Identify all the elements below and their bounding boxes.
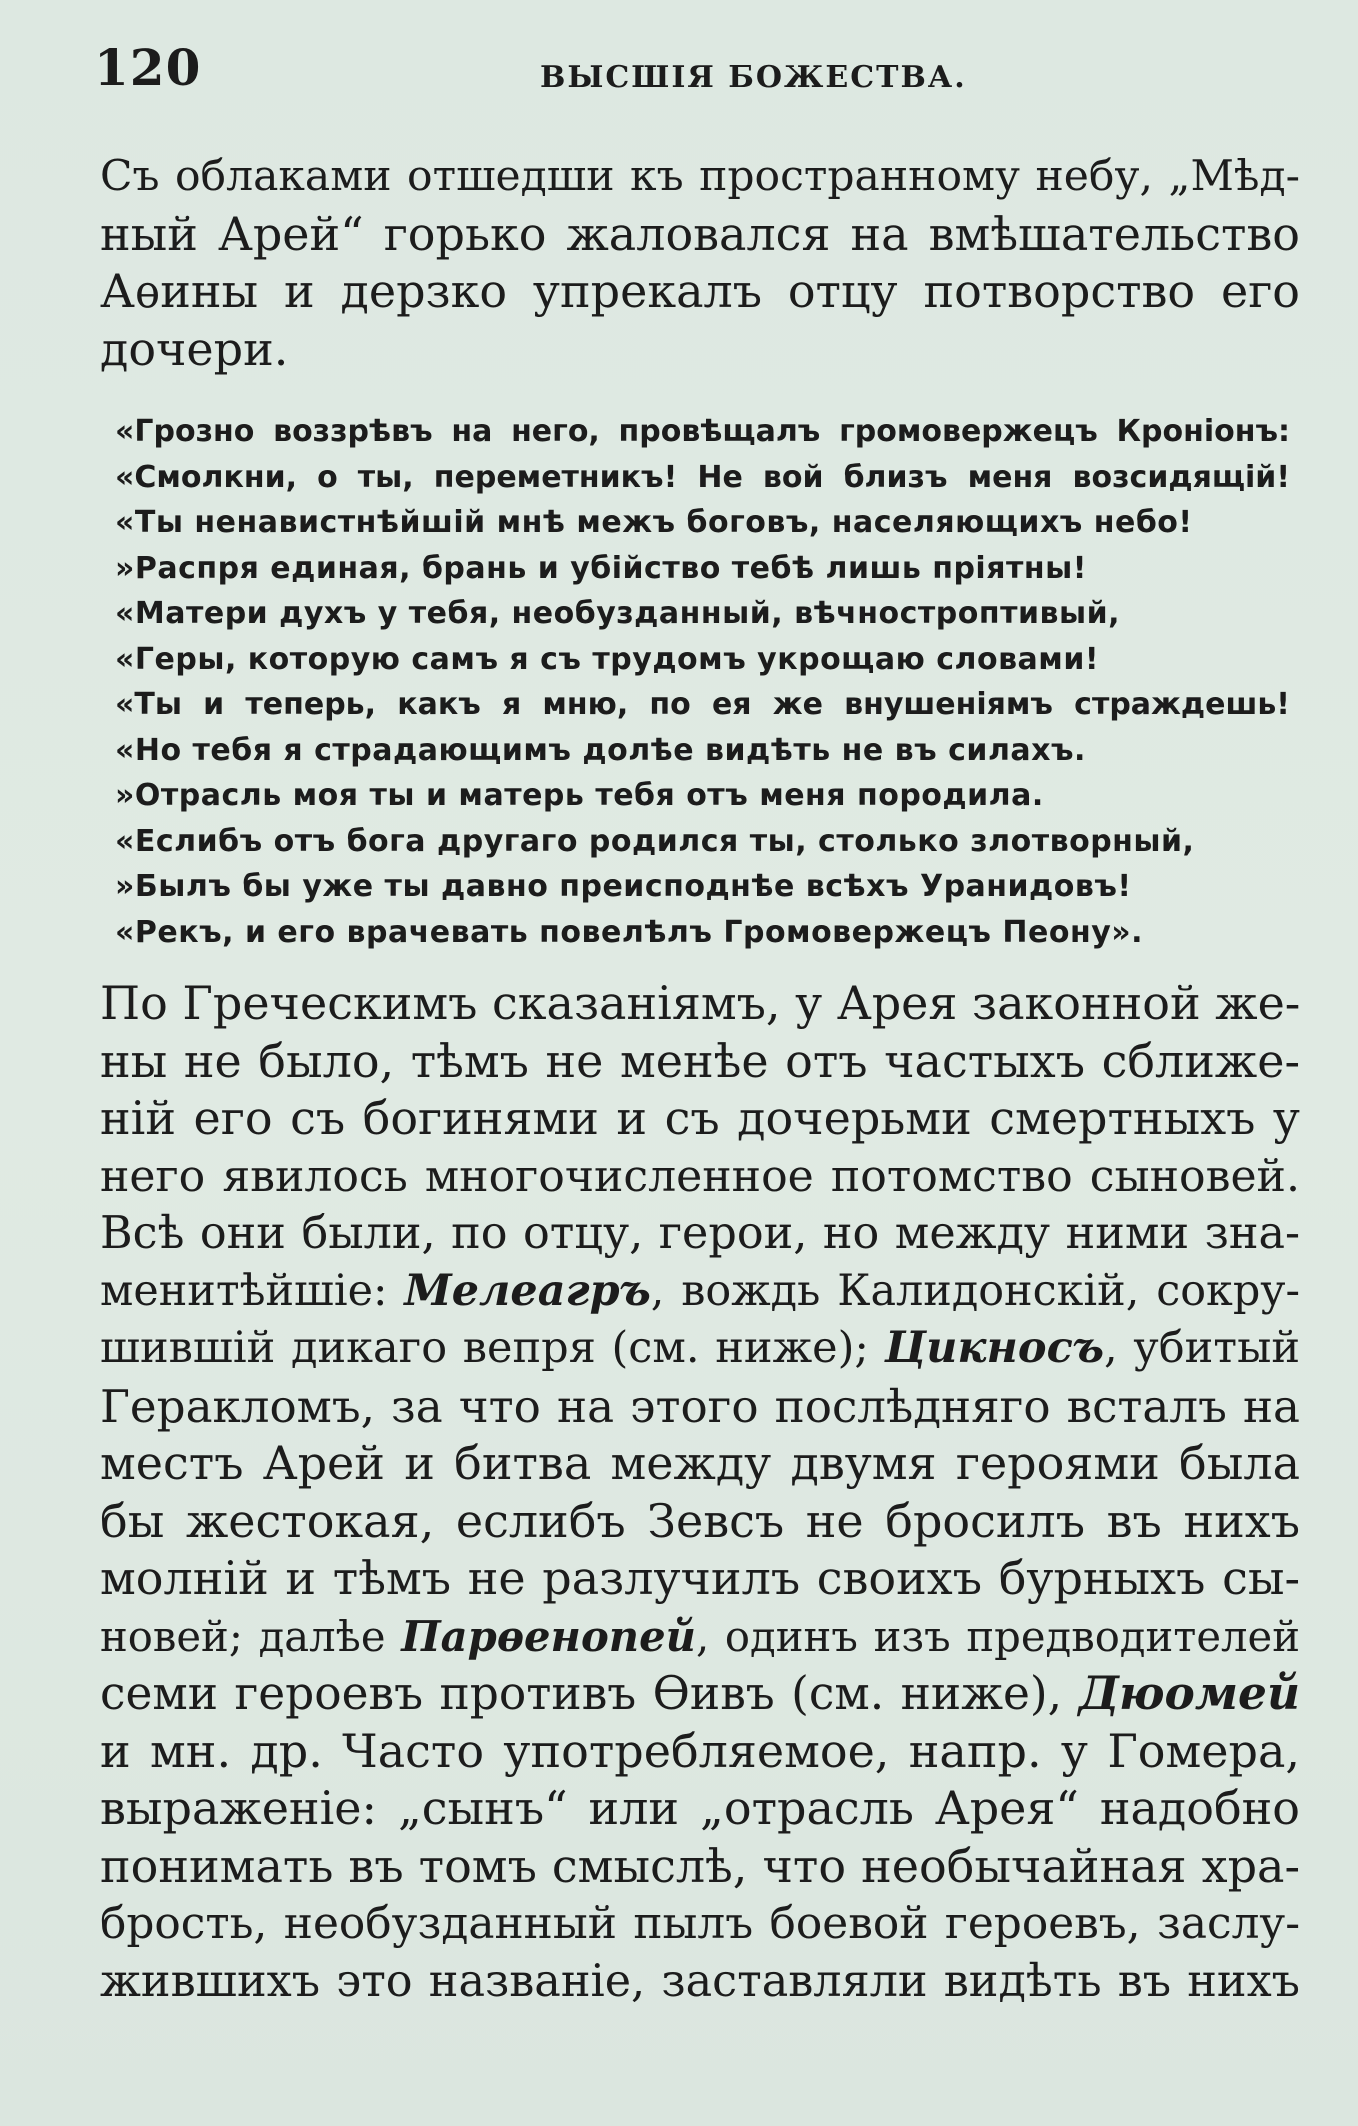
- text-segment: новей; далѣе: [100, 1611, 402, 1661]
- text-line: местъ Арей и битва между двумя героями была: [100, 1436, 1300, 1490]
- verse-line: »Былъ бы уже ты давно преисподнѣе всѣхъ Уранидовъ!: [115, 869, 1132, 904]
- verse-line: «Геры, которую самъ я съ трудомъ укрощаю словами!: [115, 641, 1100, 677]
- page-number: 120: [94, 38, 202, 97]
- paragraph-offspring: [100, 975, 1300, 2010]
- text-line: [100, 1665, 1300, 1723]
- paragraph-intro: [100, 148, 1300, 378]
- verse-line: »Отрасль моя ты и матерь тебя отъ меня породила.: [115, 778, 1044, 813]
- text-line: выраженіе: „сынъ“ или „отрасль Арея“ надобно: [100, 1781, 1300, 1835]
- text-segment: шившій дикаго вепря (см. ниже);: [100, 1323, 885, 1373]
- text-line: По Греческимъ сказаніямъ, у Арея законной же-: [100, 976, 1301, 1030]
- text-segment: , одинъ изъ предводителей: [695, 1611, 1301, 1661]
- verse-line: «Ты ненавистнѣйшій мнѣ межъ боговъ, населяющихъ небо!: [115, 505, 1193, 540]
- text-line: Съ облаками отшедши къ пространному небу, „Мѣд-: [100, 152, 1300, 201]
- hero-name-cycnus: Цикносъ: [884, 1323, 1105, 1373]
- verse-line: «Матери духъ у тебя, необузданный, вѣчнострoптивый,: [115, 596, 1121, 631]
- verse-line: «Ты и теперь, какъ я мню, по ея же внушеніямъ страждешь!: [115, 687, 1290, 722]
- text-segment: семи героевъ противъ Ѳивъ (см. ниже),: [100, 1667, 1079, 1720]
- verse-line: «Смолкни, о ты, переметникъ! Не вой близъ меня возсидящій!: [115, 459, 1290, 495]
- text-segment: , вождь Калидонскій, сокру-: [650, 1265, 1300, 1316]
- verse-line: «Еслибъ отъ бога другаго родился ты, столько злотворный,: [115, 823, 1195, 859]
- hero-name-diomedes: Дюомей: [1078, 1666, 1300, 1720]
- verse-line: »Распря единая, брань и убійство тебѣ лишь пріятны!: [115, 550, 1087, 586]
- text-line: ный Арей“ горько жаловался на вмѣшательство: [100, 206, 1300, 261]
- text-line: [100, 1608, 1300, 1666]
- text-line: брость, необузданный пылъ боевой героевъ, заслу-: [100, 1898, 1300, 1949]
- verse-line: «Грозно воззрѣвъ на него, провѣщалъ громовержецъ Кроніонъ:: [115, 414, 1290, 449]
- text-line: [100, 1320, 1300, 1378]
- text-line: дочери.: [100, 321, 289, 376]
- text-line: Аѳины и дерзко упрекалъ отцу потворство его: [100, 264, 1300, 318]
- text-line: [100, 1263, 1300, 1321]
- text-line: молній и тѣмъ не разлучилъ своихъ бурныхъ сы-: [100, 1551, 1300, 1605]
- text-segment: , убитый: [1104, 1323, 1300, 1373]
- text-segment: менитѣйшіе:: [100, 1265, 405, 1316]
- hero-name-parthenopaeus: Парѳенопей: [401, 1611, 696, 1661]
- text-line: бы жестокая, еслибъ Зевсъ не бросилъ въ нихъ: [100, 1493, 1300, 1548]
- running-title: ВЫСШІЯ БОЖЕСТВА.: [540, 60, 967, 95]
- text-line: ній его съ богинями и съ дочерьми смертныхъ у: [100, 1091, 1300, 1145]
- text-line: него явилось многочисленное потомство сыновей.: [100, 1150, 1300, 1202]
- hero-name-meleager: Мелеагръ: [404, 1265, 651, 1316]
- text-line: жившихъ это названіе, заставляли видѣть въ нихъ: [100, 1955, 1300, 2007]
- verse-line: «Но тебя я страдающимъ долѣе видѣть не въ силахъ.: [115, 732, 1086, 768]
- text-line: и мн. др. Часто употребляемое, напр. у Гомера,: [100, 1723, 1300, 1778]
- verse-line: «Рекъ, и его врачевать повелѣлъ Громовержецъ Пеону».: [115, 914, 1144, 950]
- text-line: Геракломъ, за что на этого послѣдняго всталъ на: [100, 1379, 1300, 1433]
- text-line: ны не было, тѣмъ не менѣе отъ частыхъ сближе-: [100, 1033, 1300, 1088]
- verse-quotation: [115, 409, 1290, 955]
- text-line: Всѣ они были, по отцу, герои, но между ними зна-: [100, 1208, 1300, 1259]
- text-line: понимать въ томъ смыслѣ, что необычайная хра-: [100, 1838, 1300, 1893]
